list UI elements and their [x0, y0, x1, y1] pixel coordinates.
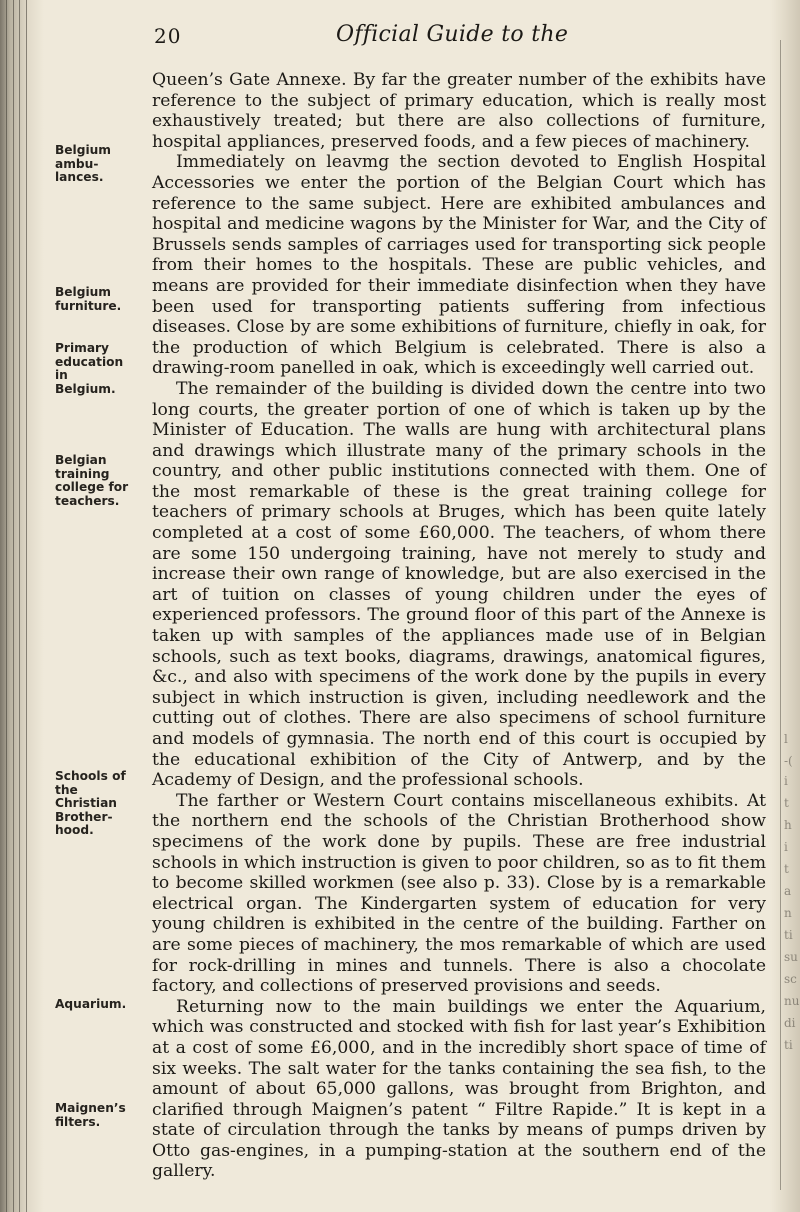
running-title: Official Guide to the: [336, 22, 569, 47]
bleed-glyph: -(: [784, 754, 793, 768]
margin-note-belgium-furniture: Belgium furniture.: [55, 285, 122, 313]
page-number: 20: [154, 24, 182, 48]
bleed-glyph: su: [784, 950, 798, 964]
body-text: [152, 70, 766, 1182]
paragraph-queens-gate-annexe: Queen’s Gate Annexe. By far the greater number of the exhibits have reference to the subject of primary education, which is really most exhaustively treated; but there are also collections of furniture, hospital appliances, preserved foods, and a few pieces of machinery.: [152, 70, 766, 152]
bleed-glyph: l: [784, 732, 788, 746]
bleed-glyph: i: [784, 774, 788, 788]
bleed-glyph: h: [784, 818, 792, 832]
paragraph-belgian-court: Immediately on leavmg the section devoted to English Hospital Accessories we enter the portion of the Belgian Court which has reference to the same subject. Here are exhibited ambulances and hospital and medicine wagons by the Minister for War, and the City of Brussels sends samples of carriages used for transporting sick people from their homes to the hospitals. These are public vehicles, and means are provided for their immediate disinfection when they have been used for transporting patients suffering from infectious diseases. Close by are some exhibitions of furniture, chiefly in oak, for the production of which Belgium is celebrated. There is also a drawing-room panelled in oak, which is exceedingly well carried out.: [152, 152, 766, 379]
margin-note-maignens-filters: Maignen’s filters.: [55, 1101, 126, 1129]
paragraph-education-courts: The remainder of the building is divided down the centre into two long courts, the greater portion of one of which is taken up by the Minister of Education. The walls are hung with architectural plans and drawings which illustrate many of the primary schools in the country, and other public institutions connected with them. One of the most remarkable of these is the great training college for teachers of primary schools at Bruges, which has been quite lately completed at a cost of some £60,000. The teachers, of whom there are some 150 undergoing training, have not merely to study and increase their own range of knowledge, but are also exercised in the art of tuition on classes of young children under the eyes of experienced professors. The ground floor of this part of the Annexe is taken up with samples of the appliances made use of in Belgian schools, such as text books, diagrams, drawings, anatomical figures, &c., and also with specimens of the work done by the pupils in every subject in which instruction is given, including needlework and the cutting out of clothes. There are also specimens of school furniture and models of gymnasia. The north end of this court is occupied by the educational exhibition of the City of Antwerp, and by the Academy of Design, and the professional schools.: [152, 378, 766, 791]
bleed-glyph: t: [784, 862, 789, 876]
facing-page-bleed: [770, 0, 800, 1212]
paragraph-aquarium: Returning now to the main buildings we enter the Aquarium, which was constructed and stocked with fish for last year’s Exhibition at a cost of some £6,000, and in the incredibly short space of time of six weeks. The salt water for the tanks containing the sea fish, to the amount of about 65,000 gallons, was brought from Brighton, and clarified through Maignen’s patent “ Filtre Rapide.” It is kept in a state of circulation through the tanks by means of pumps driven by Otto gas-engines, in a pumping-station at the southern end of the gallery.: [152, 996, 766, 1182]
bleed-glyph: ti: [784, 928, 793, 942]
bleed-glyph: nu: [784, 994, 800, 1008]
margin-note-belgian-training-college: Belgian training college for teachers.: [55, 453, 129, 508]
paragraph-western-court: The farther or Western Court contains miscellaneous exhibits. At the northern end the schools of the Christian Brotherhood show specimens of the work done by pupils. These are free industrial schools in which instruction is given to poor children, so as to fit them to become skilled workmen (see also p. 33). Close by is a remarkable electrical organ. The Kindergarten system of education for very young children is exhibited in the centre of the building. Farther on are some pieces of machinery, the mos remarkable of which are used for rock-drilling in mines and tunnels. There is also a chocolate factory, and collections of preserved provisions and seeds.: [152, 790, 766, 997]
bleed-glyph: i: [784, 840, 788, 854]
bleed-glyph: t: [784, 796, 789, 810]
bleed-glyph: sc: [784, 972, 797, 986]
bleed-glyph: a: [784, 884, 792, 898]
bleed-glyph: di: [784, 1016, 796, 1030]
bleed-glyph: ti: [784, 1038, 793, 1052]
margin-note-christian-brotherhood: Schools of the Christian Brother- hood.: [55, 769, 126, 838]
bleed-glyph: n: [784, 906, 792, 920]
page-header: [0, 22, 800, 52]
binding-gutter: [0, 0, 44, 1212]
margin-note-aquarium: Aquarium.: [55, 997, 127, 1011]
margin-note-primary-education: Primary education in Belgium.: [55, 341, 124, 396]
margin-note-belgium-ambulances: Belgium ambu- lances.: [55, 143, 112, 185]
